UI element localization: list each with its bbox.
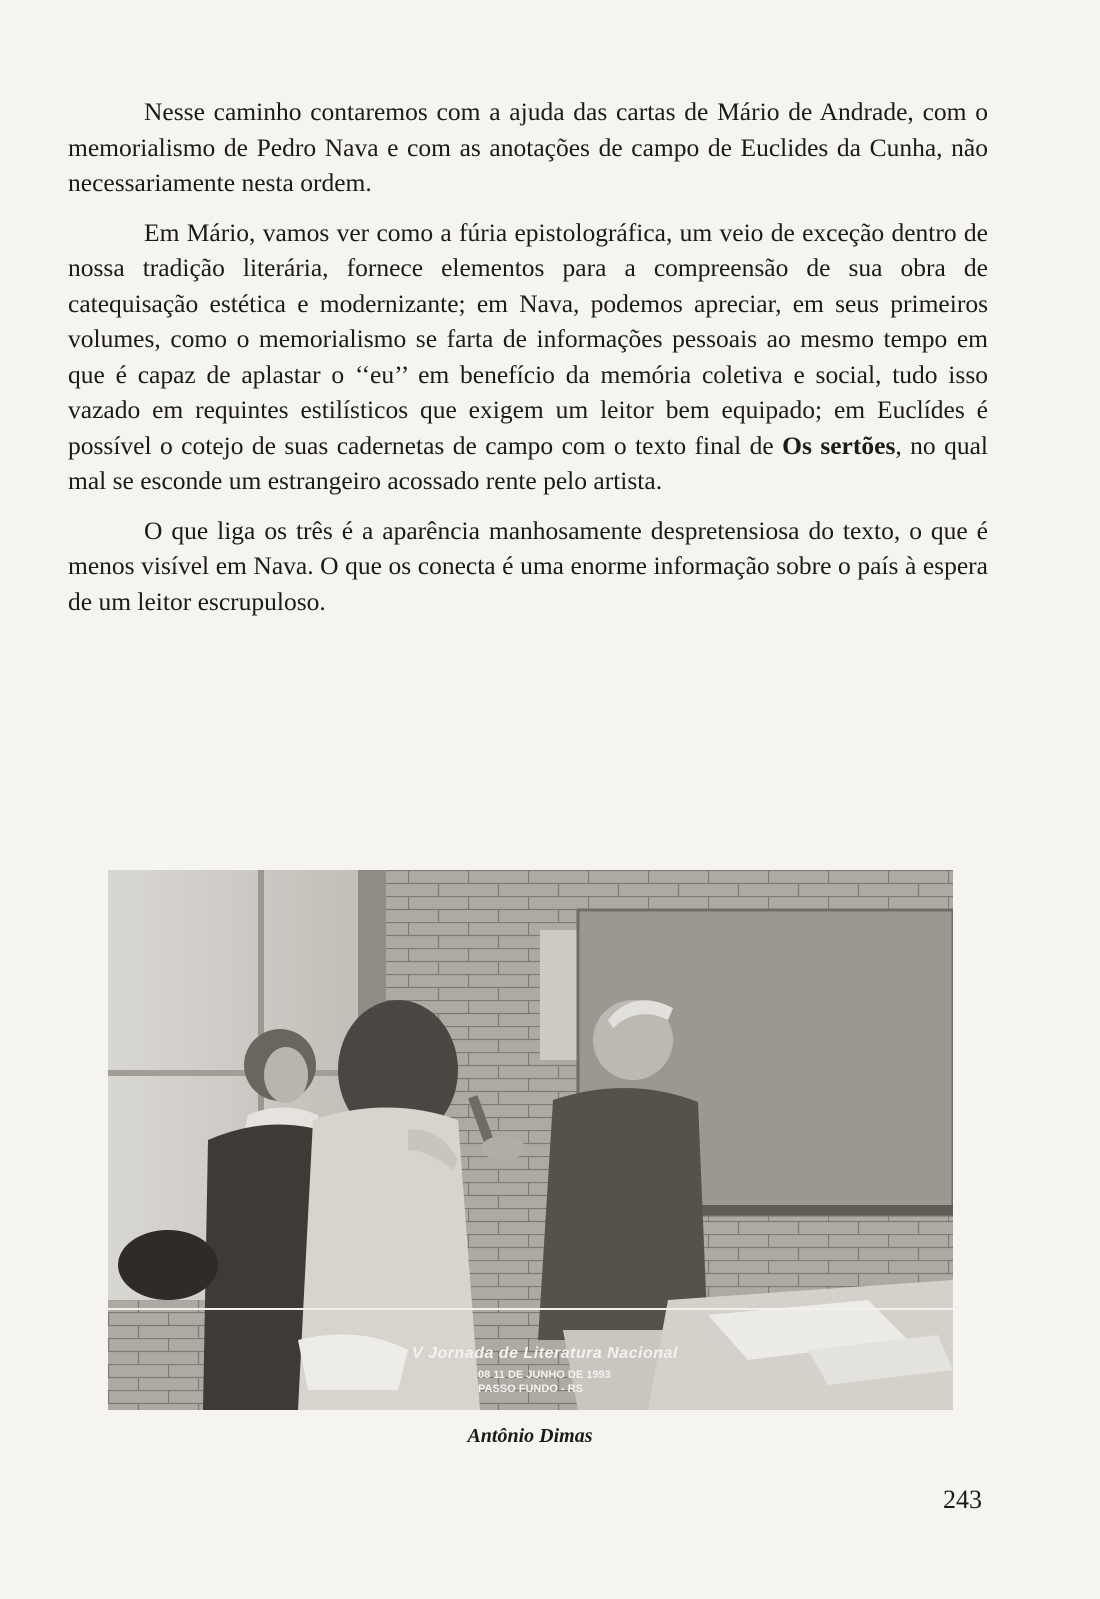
body-text bbox=[68, 94, 988, 633]
paragraph-2-text-a: Em Mário, vamos ver como a fúria epistolográfica, um veio de exceção dentro de nossa tradição literária, fornece elementos para a compreensão de sua obra de catequisação estética e modernizante; em Nava, podemos apreciar, em seus primeiros volumes, como o memorialismo se farta de informações pessoais ao mesmo tempo em que é capaz de aplastar o ‘‘eu’’ em benefício da memória coletiva e social, tudo isso vazado em requintes estilísticos que exigem um leitor bem equipado; em Euclídes é possível o cotejo de suas cadernetas de campo com o texto final de bbox=[68, 217, 988, 460]
paragraph-2 bbox=[68, 215, 988, 499]
paragraph-1: Nesse caminho contaremos com a ajuda das cartas de Mário de Andrade, com o memorialismo de Pedro Nava e com as anotações de campo de Euclides da Cunha, não necessariamente nesta ordem. bbox=[68, 97, 988, 197]
page-number: 243 bbox=[943, 1485, 982, 1514]
stamp-location: PASSO FUNDO - RS bbox=[478, 1383, 583, 1395]
photo-caption: Antônio Dimas bbox=[467, 1425, 593, 1447]
stamp-event-name: V Jornada de Literatura Nacional bbox=[412, 1345, 678, 1362]
paragraph-3: O que liga os três é a aparência manhosamente despretensiosa do texto, o que é menos visível em Nava. O que os conecta é uma enorme informação sobre o país à espera de um leitor escrupuloso. bbox=[68, 515, 988, 616]
photograph bbox=[108, 870, 953, 1410]
photograph-illustration bbox=[108, 870, 953, 1410]
book-title-os-sertoes: Os sertões bbox=[782, 430, 896, 460]
stamp-date: 08 11 DE JUNHO DE 1993 bbox=[478, 1369, 611, 1381]
photo-date-stamp bbox=[412, 1345, 712, 1405]
paragraph-2-text-b: , no qual mal se esconde um estrangeiro acossado rente pelo artista. bbox=[68, 430, 988, 495]
